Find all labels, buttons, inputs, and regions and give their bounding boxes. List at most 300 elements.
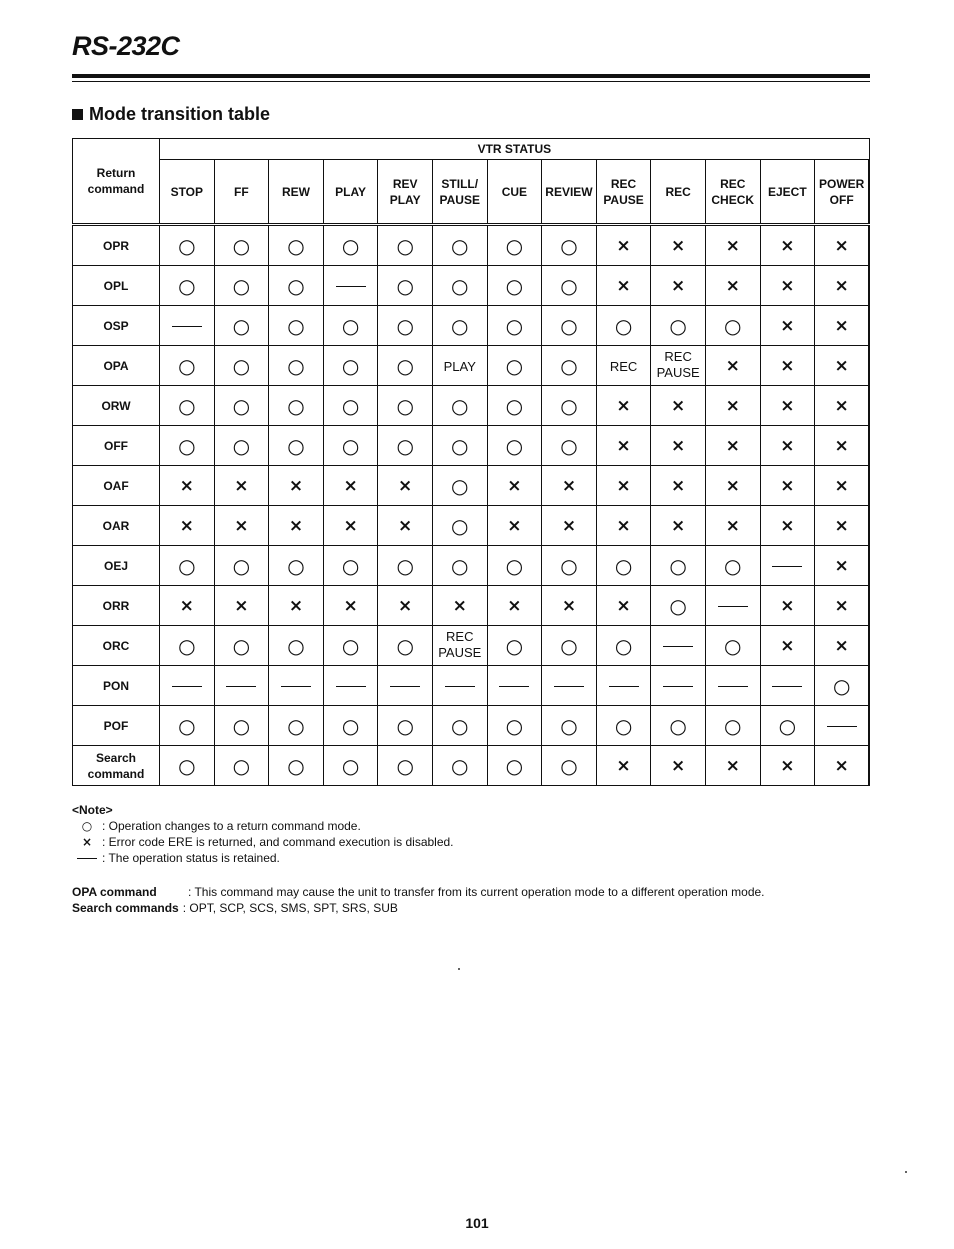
circle-mark: ○ (614, 713, 633, 738)
transition-cell (542, 706, 597, 746)
table-row (73, 546, 870, 586)
transition-cell (542, 586, 597, 626)
transition-cell (214, 706, 269, 746)
dash-mark (609, 686, 639, 687)
dash-mark (663, 686, 693, 687)
table-row (73, 386, 870, 426)
transition-cell (760, 506, 815, 546)
search-commands-label: Search commands (72, 901, 179, 915)
transition-cell (269, 306, 324, 346)
transition-cell (542, 266, 597, 306)
circle-mark: ○ (451, 513, 469, 538)
transition-cell (323, 266, 378, 306)
dash-mark (172, 686, 202, 687)
transition-cell (378, 225, 433, 266)
dash-mark (827, 726, 857, 727)
return-command-cell: OEJ (73, 546, 160, 586)
transition-cell (378, 266, 433, 306)
cross-mark: × (725, 356, 740, 376)
transition-cell (432, 426, 487, 466)
transition-cell (214, 426, 269, 466)
circle-mark: ○ (287, 233, 305, 258)
transition-cell (542, 346, 597, 386)
transition-cell (487, 306, 542, 346)
circle-mark: ○ (505, 273, 524, 298)
cross-mark: × (179, 516, 194, 536)
circle-mark: ○ (232, 233, 251, 258)
return-command-cell: ORC (73, 626, 160, 666)
cross-mark: × (616, 436, 631, 456)
mode-text: REC (609, 359, 638, 374)
transition-cell (815, 466, 870, 506)
transition-cell (378, 706, 433, 746)
transition-cell (269, 746, 324, 786)
transition-cell (596, 506, 651, 546)
circle-mark: ○ (178, 433, 196, 458)
table-row (73, 346, 870, 386)
return-command-cell: OAF (73, 466, 160, 506)
transition-cell (269, 386, 324, 426)
transition-cell (378, 586, 433, 626)
transition-cell (760, 626, 815, 666)
transition-cell (487, 266, 542, 306)
cross-mark: × (671, 516, 686, 536)
transition-cell (323, 225, 378, 266)
cross-mark: × (234, 596, 249, 616)
transition-cell (160, 626, 215, 666)
circle-mark: ○ (451, 473, 469, 498)
circle-mark: ○ (451, 713, 469, 738)
transition-cell (432, 466, 487, 506)
transition-cell (323, 586, 378, 626)
circle-mark: ○ (560, 633, 578, 658)
status-column-header: REV PLAY (378, 160, 433, 225)
circle-mark: ○ (451, 753, 469, 778)
cross-mark: × (725, 516, 740, 536)
section-title-text: Mode transition table (89, 104, 271, 124)
table-body (73, 225, 870, 786)
transition-cell (487, 506, 542, 546)
transition-cell (705, 746, 760, 786)
cross-mark: × (398, 476, 413, 496)
cross-mark: × (343, 596, 358, 616)
cross-mark: × (780, 596, 795, 616)
circle-mark: ○ (560, 393, 578, 418)
transition-cell (269, 666, 324, 706)
transition-cell (815, 386, 870, 426)
cross-mark: × (671, 396, 686, 416)
transition-cell (214, 666, 269, 706)
transition-cell (323, 506, 378, 546)
cross-mark: × (343, 476, 358, 496)
circle-mark: ○ (341, 313, 360, 338)
status-column-header: FF (214, 160, 269, 225)
transition-cell (815, 346, 870, 386)
scan-speck (458, 968, 460, 970)
circle-mark: ○ (178, 553, 196, 578)
table-row (73, 586, 870, 626)
transition-cell (214, 266, 269, 306)
transition-cell (487, 546, 542, 586)
transition-cell (760, 586, 815, 626)
transition-cell (760, 746, 815, 786)
return-command-cell: PON (73, 666, 160, 706)
return-command-cell: ORR (73, 586, 160, 626)
cross-mark: × (561, 516, 577, 536)
status-column-header: CUE (487, 160, 542, 225)
cross-mark: × (671, 476, 686, 496)
cross-mark: × (561, 596, 577, 616)
transition-cell (323, 346, 378, 386)
transition-cell (214, 306, 269, 346)
circle-mark: ○ (232, 393, 251, 418)
transition-cell (705, 586, 760, 626)
transition-cell (596, 386, 651, 426)
transition-cell (432, 386, 487, 426)
circle-mark: ○ (614, 633, 633, 658)
transition-cell (160, 746, 215, 786)
transition-cell (214, 225, 269, 266)
transition-cell (815, 266, 870, 306)
transition-cell (542, 746, 597, 786)
cross-mark: × (616, 596, 631, 616)
cross-mark: × (561, 476, 577, 496)
circle-mark: ○ (287, 713, 305, 738)
transition-cell (487, 626, 542, 666)
transition-cell (651, 426, 706, 466)
dash-mark (390, 686, 420, 687)
transition-cell (269, 546, 324, 586)
circle-mark: ○ (178, 273, 196, 298)
circle-mark: ○ (341, 353, 360, 378)
note-item (72, 834, 872, 850)
transition-cell (760, 666, 815, 706)
cross-mark: × (398, 596, 413, 616)
status-column-header: REC (651, 160, 706, 225)
transition-cell (323, 626, 378, 666)
opa-command-text: : This command may cause the unit to transfer from its current operation mode to a different operation mode. (188, 885, 765, 899)
circle-mark: ○ (232, 273, 251, 298)
transition-cell (815, 506, 870, 546)
mode-text: REC PAUSE (438, 629, 482, 660)
transition-cell (432, 706, 487, 746)
transition-cell (760, 386, 815, 426)
transition-cell (269, 706, 324, 746)
note-text: : The operation status is retained. (102, 851, 280, 865)
transition-cell (815, 626, 870, 666)
cross-mark: × (671, 276, 686, 296)
transition-cell (160, 546, 215, 586)
circle-mark: ○ (287, 633, 305, 658)
circle-mark: ○ (614, 553, 633, 578)
transition-cell (596, 225, 651, 266)
header-rule-thin (72, 81, 870, 82)
circle-mark: ○ (560, 353, 578, 378)
cross-mark: × (834, 556, 849, 576)
return-command-cell: Search command (73, 746, 160, 786)
transition-cell (651, 626, 706, 666)
transition-cell (269, 266, 324, 306)
circle-mark: ○ (232, 633, 251, 658)
transition-cell (542, 225, 597, 266)
circle-mark: ○ (396, 433, 414, 458)
scan-speck (905, 1171, 907, 1173)
transition-cell (705, 546, 760, 586)
dash-mark (772, 566, 802, 567)
cross-mark: × (780, 756, 795, 776)
cross-mark: × (780, 516, 795, 536)
transition-cell (214, 546, 269, 586)
return-command-cell: OPR (73, 225, 160, 266)
cross-mark: × (343, 516, 358, 536)
transition-cell (596, 586, 651, 626)
transition-cell (651, 666, 706, 706)
transition-cell (160, 266, 215, 306)
circle-mark: ○ (178, 353, 196, 378)
transition-cell (269, 225, 324, 266)
transition-cell (160, 225, 215, 266)
circle-mark: ○ (396, 233, 414, 258)
transition-cell (487, 466, 542, 506)
circle-mark: ○ (341, 393, 360, 418)
note-symbol: × (81, 835, 93, 849)
transition-cell (269, 506, 324, 546)
circle-mark: ○ (232, 313, 251, 338)
cross-mark: × (725, 236, 740, 256)
return-command-cell: OSP (73, 306, 160, 346)
circle-mark: ○ (505, 233, 524, 258)
cross-mark: × (780, 636, 795, 656)
transition-cell (378, 666, 433, 706)
table-row (73, 626, 870, 666)
transition-cell (542, 666, 597, 706)
circle-mark: ○ (505, 633, 524, 658)
table-row (73, 426, 870, 466)
transition-cell (378, 426, 433, 466)
circle-mark: ○ (232, 433, 251, 458)
circle-mark: ○ (287, 313, 305, 338)
transition-cell (760, 225, 815, 266)
circle-mark: ○ (396, 353, 414, 378)
dash-mark (172, 326, 202, 327)
transition-cell (705, 346, 760, 386)
cross-mark: × (288, 596, 304, 616)
transition-cell (160, 466, 215, 506)
transition-cell (487, 746, 542, 786)
transition-cell (596, 426, 651, 466)
cross-mark: × (616, 756, 631, 776)
circle-mark: ○ (396, 713, 414, 738)
circle-mark: ○ (778, 713, 797, 738)
cross-mark: × (507, 596, 522, 616)
cross-mark: × (507, 476, 522, 496)
cross-mark: × (780, 316, 795, 336)
cross-mark: × (234, 476, 249, 496)
circle-mark: ○ (832, 673, 851, 698)
transition-cell (214, 466, 269, 506)
circle-mark: ○ (178, 713, 196, 738)
cross-mark: × (616, 476, 631, 496)
transition-cell (432, 346, 487, 386)
header-rule-thick (72, 74, 870, 78)
circle-mark: ○ (724, 713, 742, 738)
note-symbol: ○ (81, 819, 93, 833)
transition-cell (815, 546, 870, 586)
note-symbol (72, 850, 102, 866)
circle-mark: ○ (669, 713, 687, 738)
cross-mark: × (834, 596, 849, 616)
cross-mark: × (780, 276, 795, 296)
transition-cell (651, 306, 706, 346)
status-column-header: POWER OFF (815, 160, 870, 225)
cross-mark: × (725, 436, 740, 456)
transition-cell (705, 506, 760, 546)
cross-mark: × (671, 236, 686, 256)
note-text: : Error code ERE is returned, and command execution is disabled. (102, 835, 454, 849)
circle-mark: ○ (560, 753, 578, 778)
transition-cell (542, 466, 597, 506)
transition-cell (214, 626, 269, 666)
circle-mark: ○ (287, 353, 305, 378)
circle-mark: ○ (178, 753, 196, 778)
transition-cell (596, 546, 651, 586)
status-column-header: REC PAUSE (596, 160, 651, 225)
cross-mark: × (834, 396, 849, 416)
circle-mark: ○ (451, 433, 469, 458)
cross-mark: × (780, 236, 795, 256)
circle-mark: ○ (396, 313, 414, 338)
transition-cell (705, 266, 760, 306)
circle-mark: ○ (178, 233, 196, 258)
transition-cell (214, 506, 269, 546)
table-row (73, 706, 870, 746)
transition-cell (323, 666, 378, 706)
transition-cell (432, 306, 487, 346)
cross-mark: × (780, 396, 795, 416)
circle-mark: ○ (451, 553, 469, 578)
transition-cell (432, 746, 487, 786)
circle-mark: ○ (287, 393, 305, 418)
circle-mark: ○ (724, 633, 742, 658)
return-command-cell: OFF (73, 426, 160, 466)
table-row (73, 666, 870, 706)
transition-cell (378, 346, 433, 386)
opa-command-label: OPA command (72, 885, 157, 899)
transition-cell (705, 626, 760, 666)
circle-mark: ○ (232, 553, 251, 578)
circle-mark: ○ (341, 233, 360, 258)
note-item (72, 818, 872, 834)
table-row (73, 746, 870, 786)
circle-mark: ○ (614, 313, 633, 338)
circle-mark: ○ (341, 753, 360, 778)
transition-cell (596, 346, 651, 386)
transition-cell (214, 346, 269, 386)
transition-cell (432, 225, 487, 266)
transition-cell (705, 386, 760, 426)
note-item (72, 850, 872, 866)
transition-cell (815, 586, 870, 626)
cross-mark: × (725, 756, 740, 776)
dash-mark (554, 686, 584, 687)
transition-cell (160, 426, 215, 466)
dash-mark (663, 646, 693, 647)
cross-mark: × (725, 396, 740, 416)
dash-mark (336, 286, 366, 287)
dash-mark (772, 686, 802, 687)
circle-mark: ○ (560, 713, 578, 738)
transition-cell (432, 546, 487, 586)
cross-mark: × (507, 516, 522, 536)
transition-cell (651, 225, 706, 266)
transition-cell (651, 506, 706, 546)
cross-mark: × (452, 596, 467, 616)
transition-cell (542, 546, 597, 586)
transition-cell (160, 306, 215, 346)
transition-cell (815, 666, 870, 706)
circle-mark: ○ (505, 553, 524, 578)
cross-mark: × (616, 236, 631, 256)
circle-mark: ○ (396, 393, 414, 418)
transition-cell (487, 586, 542, 626)
transition-cell (432, 666, 487, 706)
transition-cell (815, 426, 870, 466)
transition-cell (160, 666, 215, 706)
circle-mark: ○ (341, 553, 360, 578)
transition-cell (487, 706, 542, 746)
mode-transition-table (72, 138, 870, 786)
circle-mark: ○ (232, 713, 251, 738)
circle-mark: ○ (505, 753, 524, 778)
mode-text: PLAY (443, 359, 476, 374)
note-list (72, 818, 872, 866)
cross-mark: × (834, 636, 849, 656)
transition-cell (596, 666, 651, 706)
transition-cell (596, 746, 651, 786)
transition-cell (542, 306, 597, 346)
transition-cell (815, 746, 870, 786)
transition-cell (705, 706, 760, 746)
circle-mark: ○ (287, 273, 305, 298)
transition-cell (487, 346, 542, 386)
circle-mark: ○ (178, 393, 196, 418)
cross-mark: × (834, 516, 849, 536)
transition-cell (487, 666, 542, 706)
circle-mark: ○ (232, 753, 251, 778)
transition-cell (705, 666, 760, 706)
cross-mark: × (834, 276, 849, 296)
transition-cell (596, 466, 651, 506)
dash-mark (718, 686, 748, 687)
transition-cell (705, 426, 760, 466)
transition-cell (160, 706, 215, 746)
circle-mark: ○ (505, 313, 524, 338)
circle-mark: ○ (505, 433, 524, 458)
circle-mark: ○ (505, 353, 524, 378)
circle-mark: ○ (451, 393, 469, 418)
circle-mark: ○ (396, 553, 414, 578)
cross-mark: × (179, 596, 194, 616)
circle-mark: ○ (560, 553, 578, 578)
circle-mark: ○ (560, 273, 578, 298)
circle-mark: ○ (669, 553, 687, 578)
circle-mark: ○ (505, 713, 524, 738)
dash-mark (336, 686, 366, 687)
cross-mark: × (288, 476, 304, 496)
transition-cell (651, 266, 706, 306)
transition-cell (596, 266, 651, 306)
cross-mark: × (834, 356, 849, 376)
